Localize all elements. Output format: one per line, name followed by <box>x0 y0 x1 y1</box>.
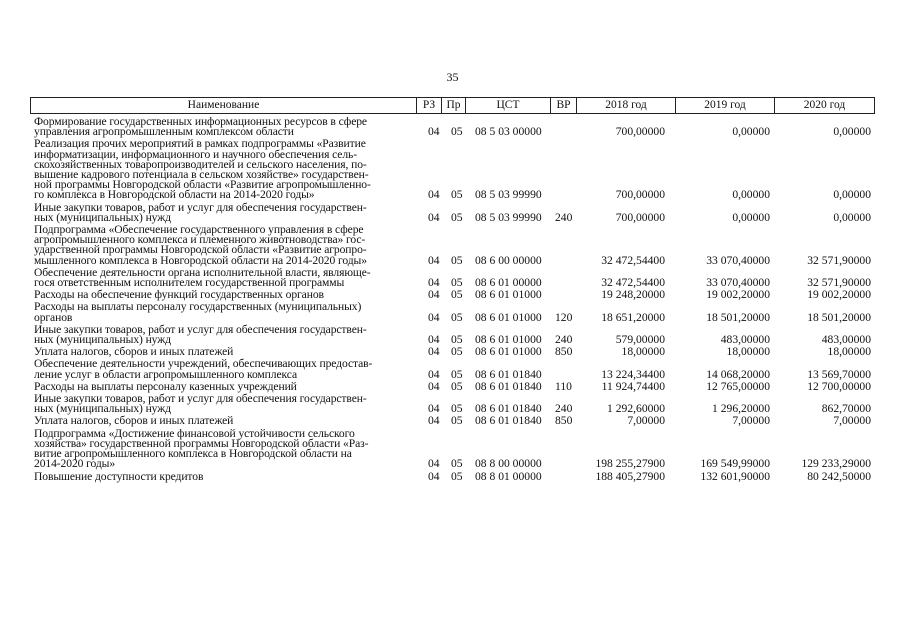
row-rz: 04 <box>428 379 440 393</box>
row-vr: 240 <box>555 402 573 416</box>
row-pr: 05 <box>451 367 463 381</box>
row-cst: 08 6 01 01840 <box>475 402 542 416</box>
row-2018: 198 255,27900 <box>595 457 665 471</box>
header-rz: РЗ <box>417 98 442 113</box>
row-rz: 04 <box>428 253 440 267</box>
row-name <box>30 200 415 224</box>
row-name-line: Обеспечение деятельности органа исполнительной власти, являюще- <box>34 265 371 279</box>
row-2018: 7,00000 <box>627 414 665 428</box>
row-2019: 14 068,20000 <box>706 367 770 381</box>
row-2020: 32 571,90000 <box>807 276 871 290</box>
row-name-line: вышение кадрового потенциала в сельском хозяйстве» государствен- <box>34 168 369 182</box>
row-2020: 12 700,00000 <box>807 379 871 393</box>
row-name <box>30 469 415 483</box>
row-name-line: ных (муниципальных) нужд <box>34 402 171 416</box>
table-row <box>30 200 875 224</box>
row-name <box>30 379 415 393</box>
row-2019: 33 070,40000 <box>706 276 770 290</box>
row-cst: 08 6 01 01840 <box>475 379 542 393</box>
row-name <box>30 225 415 266</box>
row-name-line: Уплата налогов, сборов и иных платежей <box>34 414 234 428</box>
row-name-line: органов <box>34 310 73 324</box>
row-2019: 132 601,90000 <box>700 469 770 483</box>
header-cst: ЦСТ <box>466 98 551 113</box>
row-name <box>30 139 415 200</box>
row-2020: 862,70000 <box>821 402 871 416</box>
row-2018: 579,00000 <box>615 333 665 347</box>
row-2019: 483,00000 <box>720 333 770 347</box>
row-2020: 18 501,20000 <box>807 310 871 324</box>
row-name-line: Иные закупки товаров, работ и услуг для обеспечения государствен- <box>34 392 367 406</box>
row-name-line: ных (муниципальных) нужд <box>34 333 171 347</box>
row-rz: 04 <box>428 188 440 202</box>
row-2018: 700,00000 <box>615 210 665 224</box>
row-rz: 04 <box>428 125 440 139</box>
row-rz: 04 <box>428 276 440 290</box>
row-2019: 7,00000 <box>732 414 770 428</box>
table-header <box>30 97 875 114</box>
row-name <box>30 265 415 290</box>
row-cst: 08 6 01 00000 <box>475 276 542 290</box>
header-2020: 2020 год <box>803 99 846 111</box>
table-row <box>30 379 875 393</box>
row-2020: 0,00000 <box>833 125 871 139</box>
row-2020: 0,00000 <box>833 188 871 202</box>
table-row <box>30 265 875 290</box>
row-vr: 850 <box>555 414 573 428</box>
row-rz: 04 <box>428 288 440 302</box>
header-2019: 2019 год <box>676 98 775 113</box>
row-2019: 0,00000 <box>732 188 770 202</box>
row-cst: 08 5 03 00000 <box>475 125 542 139</box>
row-cst: 08 6 01 01000 <box>475 345 542 359</box>
row-name-line: Формирование государственных информационных ресурсов в сфере <box>34 115 367 128</box>
row-name-line: мышленного комплекса в Новгородской области на 2014-2020 годы» <box>34 253 367 267</box>
row-2019: 33 070,40000 <box>706 253 770 267</box>
row-rz: 04 <box>428 414 440 428</box>
row-rz: 04 <box>428 367 440 381</box>
row-name-line: ных (муниципальных) нужд <box>34 210 171 224</box>
row-2020: 0,00000 <box>833 210 871 224</box>
row-2018: 700,00000 <box>615 125 665 139</box>
header-2018: 2018 год <box>577 98 676 113</box>
row-2019: 12 765,00000 <box>706 379 770 393</box>
table-row <box>30 359 875 379</box>
header-name: Наименование <box>31 98 417 113</box>
row-2018: 18,00000 <box>621 345 665 359</box>
row-name-line: ударственной программы Новгородской области «Развитие агропро- <box>34 243 367 257</box>
row-cst: 08 6 01 01840 <box>475 367 542 381</box>
row-pr: 05 <box>451 402 463 416</box>
row-pr: 05 <box>451 288 463 302</box>
row-name-line: хозяйства» государственной программы Новгородской области «Раз- <box>34 436 369 450</box>
row-rz: 04 <box>428 333 440 347</box>
row-2019: 18 501,20000 <box>706 310 770 324</box>
row-rz: 04 <box>428 457 440 471</box>
table-body <box>30 117 875 482</box>
row-rz: 04 <box>428 210 440 224</box>
row-name <box>30 290 415 300</box>
row-cst: 08 6 01 01840 <box>475 414 542 428</box>
row-2018: 11 924,74400 <box>601 379 665 393</box>
row-2019: 18,00000 <box>726 345 770 359</box>
table-row <box>30 416 875 426</box>
row-pr: 05 <box>451 310 463 324</box>
row-2020: 483,00000 <box>821 333 871 347</box>
row-2018: 13 224,34400 <box>601 367 665 381</box>
row-cst: 08 6 00 00000 <box>475 253 542 267</box>
row-2020: 18,00000 <box>827 345 871 359</box>
row-2020: 32 571,90000 <box>807 253 871 267</box>
row-vr: 110 <box>555 379 572 393</box>
row-2018: 188 405,27900 <box>595 469 665 483</box>
row-name-line: Реализация прочих мероприятий в рамках подпрограммы «Развитие <box>34 137 366 151</box>
row-2018: 18 651,20000 <box>601 310 665 324</box>
table-row <box>30 302 875 322</box>
row-pr: 05 <box>451 188 463 202</box>
row-vr: 120 <box>555 310 573 324</box>
row-2019: 169 549,99000 <box>700 457 770 471</box>
row-2018: 1 292,60000 <box>607 402 665 416</box>
row-cst: 08 6 01 01000 <box>475 333 542 347</box>
row-name <box>30 117 415 137</box>
row-name-line: Иные закупки товаров, работ и услуг для обеспечения государствен- <box>34 322 367 336</box>
table-row <box>30 469 875 483</box>
header-vr: ВР <box>551 98 577 113</box>
row-2020: 80 242,50000 <box>807 469 871 483</box>
row-name-line: Уплата налогов, сборов и иных платежей <box>34 345 234 359</box>
row-name-line: го комплекса в Новгородской области на 2014-2020 годы» <box>34 188 315 202</box>
row-cst: 08 5 03 99990 <box>475 210 542 224</box>
table-row <box>30 225 875 266</box>
row-name-line: управления агропромышленным комплексом области <box>34 125 294 139</box>
row-pr: 05 <box>451 210 463 224</box>
row-name <box>30 426 415 471</box>
row-cst: 08 8 00 00000 <box>475 457 542 471</box>
page-number: 35 <box>446 70 459 84</box>
row-cst: 08 5 03 99990 <box>475 188 542 202</box>
row-2018: 700,00000 <box>615 188 665 202</box>
row-name-line: ление услуг в области агропромышленного комплекса <box>34 367 297 381</box>
table-row <box>30 117 875 137</box>
row-pr: 05 <box>451 379 463 393</box>
row-2019: 19 002,20000 <box>706 288 770 302</box>
row-name-line: агропромышленного комплекса и племенного животноводства» гос- <box>34 233 366 247</box>
row-rz: 04 <box>428 402 440 416</box>
table-row <box>30 347 875 357</box>
row-name <box>30 394 415 414</box>
row-name-line: информатизации, информационного и научного обеспечения сель- <box>34 147 357 161</box>
row-name-line: Подпрограмма «Обеспечение государственного управления в сфере <box>34 223 364 237</box>
table-row <box>30 426 875 471</box>
row-pr: 05 <box>451 333 463 347</box>
row-name-line: Подпрограмма «Достижение финансовой устойчивости сельского <box>34 426 355 440</box>
table-row <box>30 139 875 200</box>
row-2020: 129 233,29000 <box>801 457 871 471</box>
row-name-line: витие агропромышленного комплекса в Новгородской области на <box>34 447 352 461</box>
table-row <box>30 322 875 347</box>
row-vr: 240 <box>555 333 573 347</box>
row-pr: 05 <box>451 125 463 139</box>
row-2020: 19 002,20000 <box>807 288 871 302</box>
row-name-line: гося ответственным исполнителем государственной программы <box>34 276 345 290</box>
row-rz: 04 <box>428 345 440 359</box>
row-2019: 0,00000 <box>732 125 770 139</box>
row-2018: 32 472,54400 <box>601 276 665 290</box>
row-pr: 05 <box>451 253 463 267</box>
row-rz: 04 <box>428 310 440 324</box>
row-pr: 05 <box>451 469 463 483</box>
row-cst: 08 8 01 00000 <box>475 469 542 483</box>
row-name-line: Иные закупки товаров, работ и услуг для обеспечения государствен- <box>34 200 367 214</box>
row-name-line: Обеспечение деятельности учреждений, обеспечивающих предостав- <box>34 357 373 371</box>
row-pr: 05 <box>451 276 463 290</box>
row-name-line: Повышение доступности кредитов <box>34 469 204 483</box>
row-2020: 13 569,70000 <box>807 367 871 381</box>
row-vr: 850 <box>555 345 573 359</box>
row-name <box>30 359 415 379</box>
row-vr: 240 <box>555 210 573 224</box>
row-name-line: скохозяйственных товаропроизводителей и сельского населения, по- <box>34 157 367 171</box>
row-cst: 08 6 01 01000 <box>475 288 542 302</box>
row-name <box>30 302 415 322</box>
row-pr: 05 <box>451 457 463 471</box>
row-2019: 0,00000 <box>732 210 770 224</box>
row-name <box>30 322 415 347</box>
row-rz: 04 <box>428 469 440 483</box>
row-pr: 05 <box>451 345 463 359</box>
table-row <box>30 394 875 414</box>
row-cst: 08 6 01 01000 <box>475 310 542 324</box>
row-name-line: Расходы на выплаты персоналу государственных (муниципальных) <box>34 300 362 314</box>
row-2020: 7,00000 <box>833 414 871 428</box>
row-2018: 19 248,20000 <box>601 288 665 302</box>
row-2019: 1 296,20000 <box>712 402 770 416</box>
row-pr: 05 <box>451 414 463 428</box>
row-name-line: ной программы Новгородской области «Развитие агропромышленно- <box>34 178 371 192</box>
table-row <box>30 290 875 300</box>
row-name <box>30 347 415 357</box>
row-2018: 32 472,54400 <box>601 253 665 267</box>
row-name-line: Расходы на выплаты персоналу казенных учреждений <box>34 379 297 393</box>
row-name-line: 2014-2020 годы» <box>34 457 116 471</box>
header-pr: Пр <box>442 98 466 113</box>
row-name-line: Расходы на обеспечение функций государственных органов <box>34 288 324 302</box>
row-name <box>30 416 415 426</box>
